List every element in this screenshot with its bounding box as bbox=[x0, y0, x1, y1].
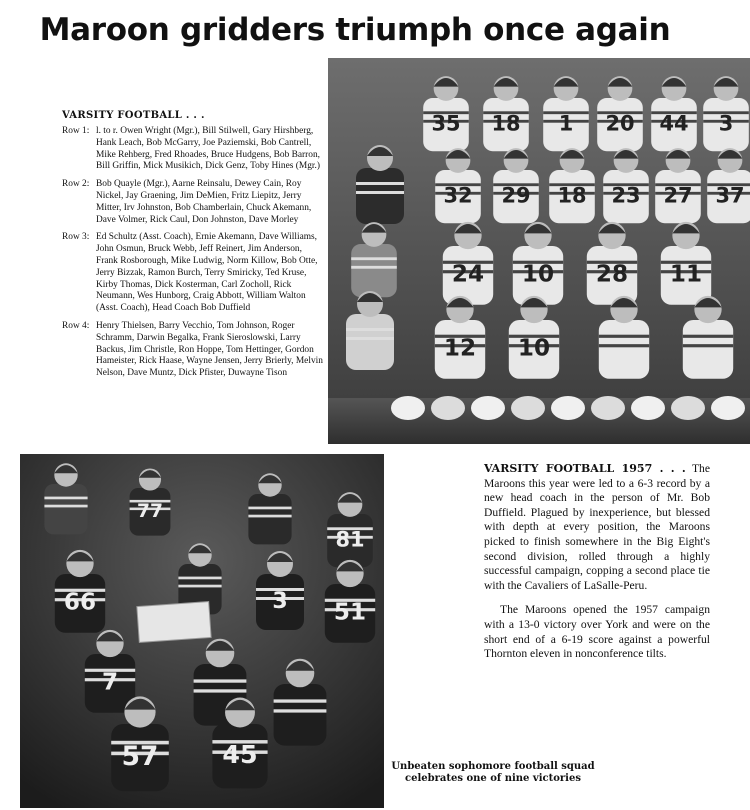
held-card bbox=[137, 602, 211, 643]
jersey-number: 27 bbox=[663, 183, 693, 208]
jersey-number: 77 bbox=[136, 500, 164, 522]
story-lead: VARSITY FOOTBALL 1957 . . . bbox=[484, 462, 686, 475]
helmet-icon bbox=[551, 396, 585, 420]
roster-row-label: Row 2: bbox=[62, 179, 90, 190]
jersey-number: 35 bbox=[431, 111, 461, 136]
jersey-number: 3 bbox=[718, 111, 734, 136]
story-text bbox=[484, 462, 710, 672]
jersey-number: 10 bbox=[517, 335, 551, 362]
varsity-team-photo-image bbox=[328, 58, 750, 444]
roster-row bbox=[62, 179, 324, 226]
jersey-number: 32 bbox=[443, 183, 473, 208]
jersey-number: 1 bbox=[558, 111, 574, 136]
caption-line-2: celebrates one of nine victories bbox=[405, 773, 581, 784]
helmet-icon bbox=[711, 396, 745, 420]
roster-row-names: l. to r. Owen Wright (Mgr.), Bill Stilwell, Gary Hirshberg, Hank Leach, Bob McGarry, Joe Paziemski, Bob Cantrell, Mike Rehberg, Fred Rhoades, Bruce Hudgens, Bob Barron, Bill Griffin, Mick Musikich, Dick Genz, Toby Hines (Mgr.) bbox=[96, 126, 321, 172]
roster-row bbox=[62, 126, 324, 173]
jersey-number: 11 bbox=[669, 261, 703, 288]
roster-row-names: Henry Thielsen, Barry Vecchio, Tom Johnson, Roger Schramm, Darwin Begalka, Frank Sieroslowski, Larry Backus, Jim Christle, Ron Hoppe, Tom Hettinger, Gordon Hameister, Rick Haase, Wayne Jensen, Jerry Brierly, Melvin Nelson, Dave Muntz, Dick Pfister, Duwayne Tison bbox=[96, 320, 323, 379]
roster-row-names: Ed Schultz (Asst. Coach), Ernie Akemann, Dave Williams, John Osmun, Bruck Webb, Jeff Reinert, Jim Anderson, Frank Rosborough, Mike Ludwig, Norm Killow, Bob Otte, Jerry Bizzak, Ramon Burch, Terry Smiricky, Ted Kruse, Kirby Thomas, Dick Kosterman, Carl Zocholl, Rick Neumann, Wes Hunborg, Craig Abbott, William Walton (Asst. Coach), Head Coach Bob Duffield bbox=[96, 232, 318, 314]
story-paragraph-1: The Maroons this year were led to a 6-3 record by a new head coach in the person of Mr. Bob Duffield. Plagued by inexperience, but blessed with depth at every position, the Maroons picked to finish somewhere in the Big Eight's second division, rolled through a highly successful campaign, copping a second place tie with the Cavaliers of LaSalle-Peru. bbox=[484, 462, 710, 592]
page-headline: Maroon gridders triumph once again bbox=[39, 12, 671, 48]
jersey-number: 29 bbox=[501, 183, 531, 208]
jersey-number: 10 bbox=[521, 261, 555, 288]
jersey-number: 28 bbox=[595, 261, 629, 288]
jersey-number: 24 bbox=[451, 261, 485, 288]
story-paragraph-2: The Maroons opened the 1957 campaign with a 13-0 victory over York and were on the short end of a 6-19 score against a powerful Thornton eleven in nonconference tilts. bbox=[484, 603, 710, 661]
roster-title: VARSITY FOOTBALL . . . bbox=[62, 110, 205, 121]
roster-row bbox=[62, 321, 324, 380]
jersey-number: 23 bbox=[611, 183, 641, 208]
roster-row-label: Row 1: bbox=[62, 126, 90, 136]
jersey-number: 81 bbox=[335, 527, 365, 552]
story-paragraph bbox=[484, 462, 710, 593]
jersey-number: 7 bbox=[101, 669, 119, 696]
helmet-icon bbox=[431, 396, 465, 420]
roster-row-label: Row 4: bbox=[62, 320, 90, 331]
helmet-icon bbox=[471, 396, 505, 420]
jersey-number: 20 bbox=[605, 111, 635, 136]
jersey-number: 66 bbox=[63, 589, 97, 616]
varsity-team-photo bbox=[328, 58, 750, 444]
jersey-number: 57 bbox=[121, 740, 159, 772]
jersey-number: 18 bbox=[491, 111, 521, 136]
caption-line-1: Unbeaten sophomore football squad bbox=[391, 761, 595, 772]
helmet-icon bbox=[671, 396, 705, 420]
jersey-number: 44 bbox=[659, 111, 689, 136]
jersey-number: 51 bbox=[333, 599, 367, 626]
roster-row-names: Bob Quayle (Mgr.), Aarne Reinsalu, Dewey Cain, Roy Nickel, Jay Graening, Jim DeMien, Fritz Liepitz, Jerry Mitter, Irv Johnston, Bob Chamberlain, Chuck Akemann, Dave Volmer, Rick Caul, Don Johnston, Dave Morley bbox=[96, 179, 312, 225]
sophomore-squad-photo-image bbox=[20, 454, 384, 808]
photo-caption bbox=[390, 761, 596, 785]
helmet-icon bbox=[391, 396, 425, 420]
roster-row-label: Row 3: bbox=[62, 232, 90, 243]
jersey-number: 37 bbox=[715, 183, 745, 208]
jersey-number: 3 bbox=[272, 589, 288, 614]
helmet-icon bbox=[591, 396, 625, 420]
jersey-number: 18 bbox=[557, 183, 587, 208]
roster-row bbox=[62, 232, 324, 315]
jersey-number: 45 bbox=[222, 740, 258, 770]
jersey-number: 12 bbox=[443, 335, 477, 362]
sophomore-squad-photo bbox=[20, 454, 384, 808]
helmet-icon bbox=[631, 396, 665, 420]
roster-list bbox=[62, 126, 324, 386]
helmet-icon bbox=[511, 396, 545, 420]
